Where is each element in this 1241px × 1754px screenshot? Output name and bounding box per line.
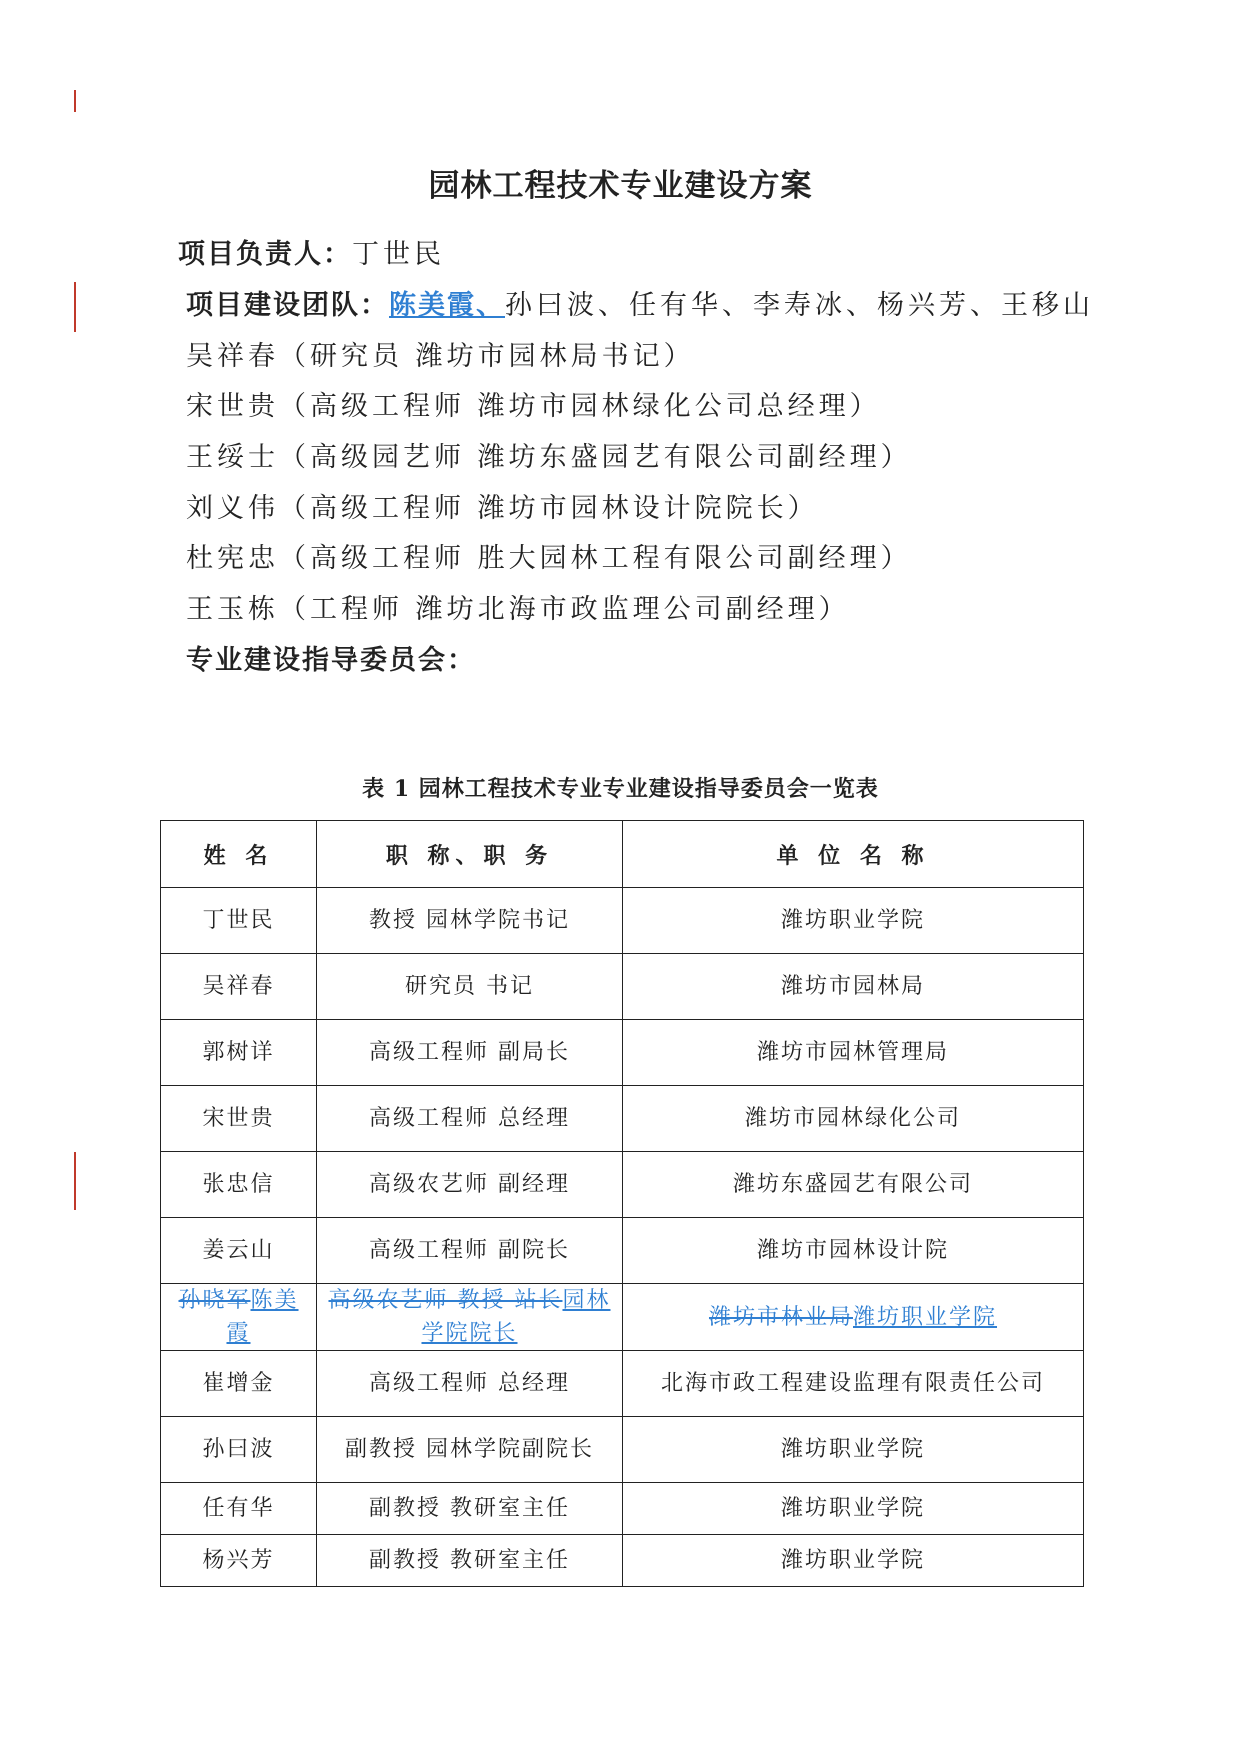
table-row xyxy=(161,1535,1084,1587)
project-team-label: 项目建设团队： xyxy=(186,290,389,321)
cell-title: 副教授 园林学院副院长 xyxy=(317,1417,623,1483)
committee-table xyxy=(160,820,1084,1587)
revision-bar xyxy=(74,282,76,332)
table-row xyxy=(161,1152,1084,1218)
advisor-line: 宋世贵（高级工程师 潍坊市园林绿化公司总经理） xyxy=(186,391,881,422)
table-row xyxy=(161,954,1084,1020)
deleted-unit: 潍坊市林业局 xyxy=(708,1304,853,1330)
cell-unit: 潍坊市园林设计院 xyxy=(623,1218,1084,1284)
inserted-name: 陈美霞 xyxy=(226,1288,299,1346)
cell-unit: 北海市政工程建设监理有限责任公司 xyxy=(623,1351,1084,1417)
table-row xyxy=(161,1086,1084,1152)
cell-unit: 潍坊职业学院 xyxy=(623,1535,1084,1587)
cell-name: 吴祥春 xyxy=(161,954,317,1020)
document-title: 园林工程技术专业建设方案 xyxy=(428,168,813,204)
cell-title: 高级工程师 总经理 xyxy=(317,1351,623,1417)
cell-title: 副教授 教研室主任 xyxy=(317,1535,623,1587)
deleted-name: 孙晓军 xyxy=(178,1288,251,1313)
cell-unit: 潍坊职业学院 xyxy=(623,1417,1084,1483)
cell-title: 副教授 教研室主任 xyxy=(317,1483,623,1535)
revision-bar xyxy=(74,1152,76,1210)
table-header-row xyxy=(161,821,1084,888)
cell-unit: 潍坊职业学院 xyxy=(623,1483,1084,1535)
cell-unit: 潍坊职业学院 xyxy=(623,888,1084,954)
advisor-line: 杜宪忠（高级工程师 胜大园林工程有限公司副经理） xyxy=(186,543,912,574)
cell-title: 教授 园林学院书记 xyxy=(317,888,623,954)
project-leader-label: 项目负责人： xyxy=(178,239,352,270)
cell-title: 研究员 书记 xyxy=(317,954,623,1020)
cell-title: 高级工程师 副局长 xyxy=(317,1020,623,1086)
header-name: 姓 名 xyxy=(161,821,317,888)
advisor-line: 王绥士（高级园艺师 潍坊东盛园艺有限公司副经理） xyxy=(186,442,912,473)
header-title: 职 称、职 务 xyxy=(317,821,623,888)
cell-name: 孙曰波 xyxy=(161,1417,317,1483)
revision-bar xyxy=(74,90,76,112)
cell-title: 高级工程师 副院长 xyxy=(317,1218,623,1284)
table-row xyxy=(161,1218,1084,1284)
cell-name: 宋世贵 xyxy=(161,1086,317,1152)
committee-heading: 专业建设指导委员会： xyxy=(186,645,476,676)
cell-unit: 潍坊市园林管理局 xyxy=(623,1020,1084,1086)
cell-name: 杨兴芳 xyxy=(161,1535,317,1587)
project-leader-line xyxy=(178,232,445,271)
advisor-line: 吴祥春（研究员 潍坊市园林局书记） xyxy=(186,341,695,372)
cell-name: 任有华 xyxy=(161,1483,317,1535)
table-row-revised xyxy=(161,1284,1084,1351)
cell-title: 高级工程师 总经理 xyxy=(317,1086,623,1152)
inserted-team-member: 陈美霞、 xyxy=(389,290,505,321)
cell-unit: 潍坊市园林绿化公司 xyxy=(623,1086,1084,1152)
cell-unit-revised xyxy=(623,1284,1084,1351)
cell-name: 郭树详 xyxy=(161,1020,317,1086)
cell-name-revised xyxy=(161,1284,317,1351)
cell-name: 丁世民 xyxy=(161,888,317,954)
project-team-members: 孙曰波、任有华、李寿冰、杨兴芳、王移山 xyxy=(505,290,1094,321)
cell-title: 高级农艺师 副经理 xyxy=(317,1152,623,1218)
table-row xyxy=(161,888,1084,954)
cell-title-revised xyxy=(317,1284,623,1351)
table-row xyxy=(161,1020,1084,1086)
project-team-line xyxy=(186,283,1094,322)
cell-name: 张忠信 xyxy=(161,1152,317,1218)
cell-name: 姜云山 xyxy=(161,1218,317,1284)
advisor-line: 刘义伟（高级工程师 潍坊市园林设计院院长） xyxy=(186,493,819,524)
table-caption: 表 1 园林工程技术专业专业建设指导委员会一览表 xyxy=(362,776,879,802)
table-row xyxy=(161,1417,1084,1483)
table-row xyxy=(161,1483,1084,1535)
header-unit: 单 位 名 称 xyxy=(623,821,1084,888)
deleted-title: 高级农艺师 教授 站长 xyxy=(328,1288,563,1313)
table-row xyxy=(161,1351,1084,1417)
cell-unit: 潍坊市园林局 xyxy=(623,954,1084,1020)
cell-unit: 潍坊东盛园艺有限公司 xyxy=(623,1152,1084,1218)
cell-name: 崔增金 xyxy=(161,1351,317,1417)
project-leader-name: 丁世民 xyxy=(352,239,445,270)
inserted-title: 园林学院院长 xyxy=(421,1288,611,1346)
inserted-unit: 潍坊职业学院 xyxy=(853,1304,998,1330)
advisor-line: 王玉栋（工程师 潍坊北海市政监理公司副经理） xyxy=(186,594,850,625)
